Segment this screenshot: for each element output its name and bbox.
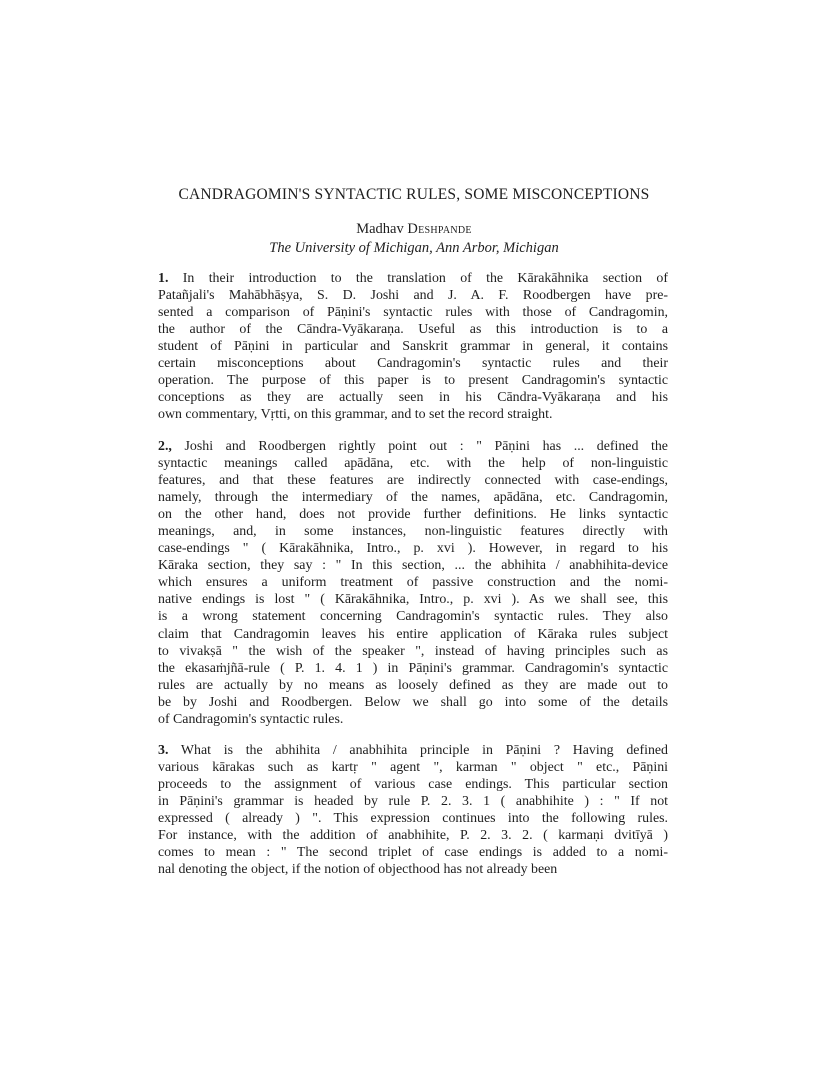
paragraph-line-text: comes to mean : " The second triplet of case endings is added to a nomi- [158,845,668,861]
paragraph-line-text: expressed ( already ) ". This expression continues into the following rules. [158,811,668,827]
paragraph-line-text: of Candragomin's syntactic rules. [158,711,344,727]
paragraph-line [158,776,668,793]
paragraph-line [158,643,668,660]
paragraph-line [158,793,668,810]
paragraph-line-text: For instance, with the addition of anabhihite, P. 2. 3. 2. ( karmaṇi dvitīyā ) [158,828,668,844]
paragraph-line [158,557,668,574]
paragraph-line-text: What is the abhihita / anabhihita principle in Pāṇini ? Having defined [180,743,668,758]
paragraph-line-text: case-endings " ( Kārakāhnika, Intro., p. xvi ). However, in regard to his [158,541,668,557]
paragraph-number: 1. [158,271,169,286]
paragraph-line-text: operation. The purpose of this paper is to present Candragomin's syntactic [158,373,668,389]
paragraph-line [158,759,668,776]
paragraph-line [158,438,668,455]
paragraph-line [158,660,668,677]
paragraph-line [158,844,668,861]
paragraph-number: 2., [158,439,172,454]
paragraph-3 [158,742,668,878]
paragraph-line-text: various kārakas such as kartṛ " agent ", karman " object " etc., Pāṇini [158,760,668,776]
paragraph-line-text: sented a comparison of Pāṇini's syntactic rules with those of Candragomin, [158,305,668,321]
paragraph-line-text: the author of the Cāndra-Vyākaraṇa. Useful as this introduction is to a [158,322,668,338]
paragraph-line [158,338,668,355]
paragraph-line-text: native endings is lost " ( Kārakāhnika, Intro., p. xvi ). As we shall see, this [158,592,668,608]
paragraph-line-text: features, and that these features are indirectly connected with case-endings, [158,473,668,489]
paragraph-line [158,810,668,827]
paragraph-line [158,711,668,728]
paragraph-line-text: proceeds to the assignment of various case endings. This particular section [158,777,668,793]
paragraph-line [158,608,668,625]
paragraph-line-text: Joshi and Roodbergen rightly point out : " Pāṇini has ... defined the [184,439,668,454]
paragraph-line-text: in Pāṇini's grammar is headed by rule P. 2. 3. 1 ( anabhihite ) : " If not [158,794,668,810]
paragraph-line-text: Patañjali's Mahābhāṣya, S. D. Joshi and J. A. F. Roodbergen have pre- [158,288,668,304]
paragraph-line [158,372,668,389]
paragraph-line [158,523,668,540]
paragraph-line-text: which ensures a uniform treatment of passive construction and the nomi- [158,575,668,591]
paragraph-line-text: be by Joshi and Roodbergen. Below we shall go into some of the details [158,694,668,710]
paragraph-line [158,677,668,694]
paragraph-line-text: meanings, and, in some instances, non-linguistic features directly with [158,524,668,540]
paragraph-line [158,270,668,287]
paragraph-line [158,355,668,372]
paragraph-line-text: Kāraka section, they say : " In this section, ... the abhihita / anabhihita-device [158,558,668,574]
paragraph-line [158,389,668,406]
paragraph-line-text: the ekasaṁjñā-rule ( P. 1. 4. 1 ) in Pāṇini's grammar. Candragomin's syntactic [158,660,668,676]
paragraph-line-text: syntactic meanings called apādāna, etc. with the help of non-linguistic [158,456,668,472]
author-affiliation: The University of Michigan, Ann Arbor, Michigan [269,240,559,256]
paragraph-line [158,591,668,608]
paragraph-line-text: to vivakṣā " the wish of the speaker ", instead of having principles such as [158,643,668,659]
paragraph-line-text: namely, through the intermediary of the names, apādāna, etc. Candragomin, [158,490,668,506]
paragraph-line-text: claim that Candragomin leaves his entire application of Kāraka rules subject [158,626,668,642]
paragraph-line [158,455,668,472]
paragraph-line [158,287,668,304]
paragraph-line-text: conceptions as they are actually seen in his Cāndra-Vyākaraṇa and his [158,390,668,406]
paragraph-line [158,827,668,844]
paragraph-line [158,489,668,506]
paragraph-line-text: on the other hand, does not provide further definitions. He links syntactic [158,507,668,523]
paragraph-line [158,406,668,423]
paragraph-line-text: student of Pāṇini in particular and Sanskrit grammar in general, it contains [158,339,668,355]
author-name [0,221,828,238]
paragraph-line-text: In their introduction to the translation of the Kārakāhnika section of [182,271,668,286]
paragraph-2 [158,438,668,728]
paragraph-line [158,321,668,338]
paragraph-line [158,694,668,711]
paragraph-line [158,626,668,643]
paragraph-line [158,574,668,591]
paragraph-line-text: rules are actually by no means as loosely defined as they are made out to [158,677,668,693]
paragraph-number: 3. [158,743,169,758]
paragraph-line [158,472,668,489]
paragraph-line-text: nal denoting the object, if the notion of objecthood has not already been [158,862,558,878]
author-last-name: Deshpande [407,221,472,237]
paragraph-line [158,742,668,759]
author-first-name: Madhav [356,221,404,237]
paragraph-line-text: is a wrong statement concerning Candragomin's syntactic rules. They also [158,609,668,625]
paragraph-line [158,861,668,878]
paragraph-line [158,506,668,523]
paragraph-1 [158,270,668,423]
paragraph-line-text: certain misconceptions about Candragomin's syntactic rules and their [158,356,668,372]
paragraph-line-text: own commentary, Vṛtti, on this grammar, and to set the record straight. [158,407,553,423]
paragraph-line [158,540,668,557]
paragraph-line [158,304,668,321]
paper-title: CANDRAGOMIN'S SYNTACTIC RULES, SOME MISCONCEPTIONS [178,186,650,203]
